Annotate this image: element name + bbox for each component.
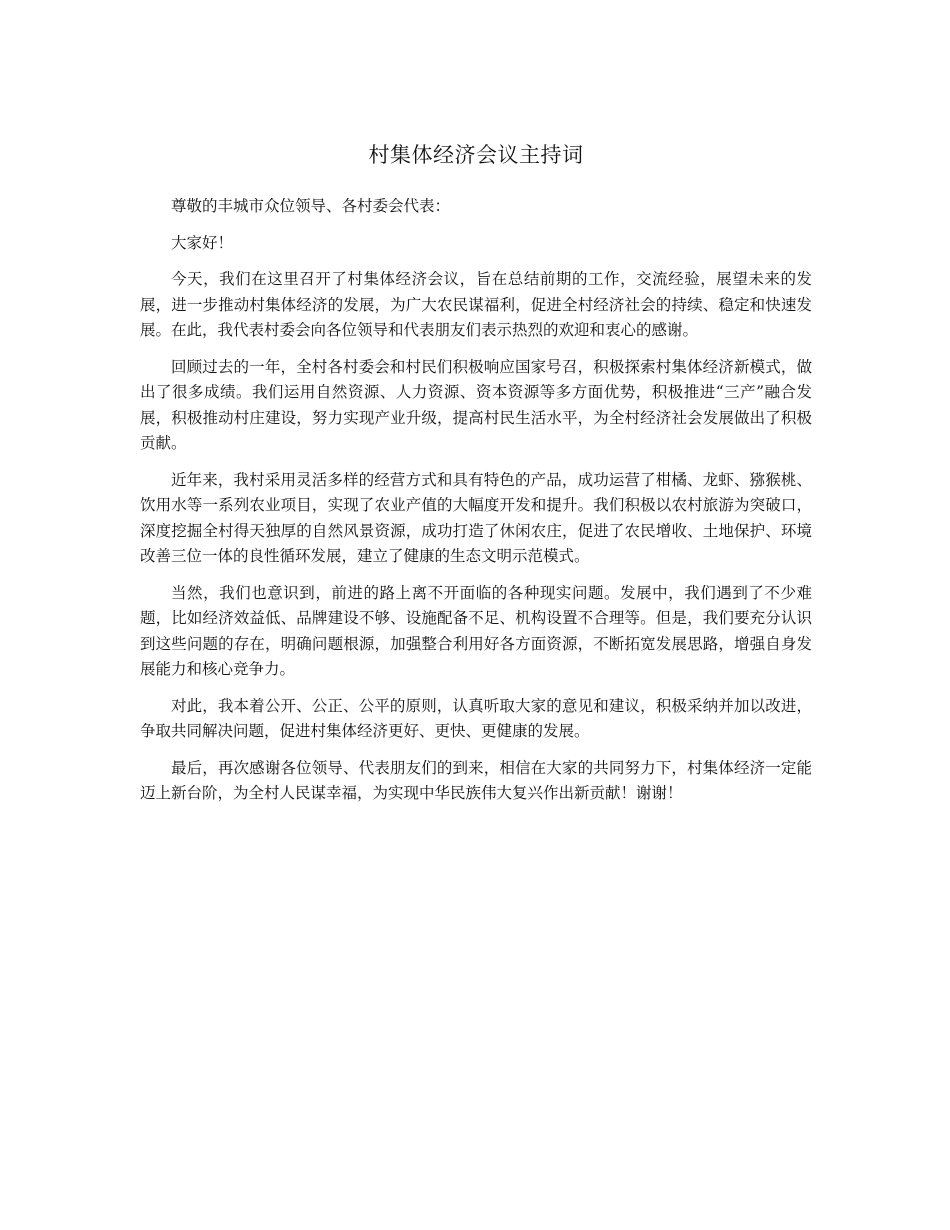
document-title: 村集体经济会议主持词 [368,143,584,167]
review-paragraph: 回顾过去的一年，全村各村委会和村民们积极响应国家号召，积极探索村集体经济新模式，做出了很多成绩。我们运用自然资源、人力资源、资本资源等多方面优势，积极推进“三产”融合发展，积极推动村庄建设，努力实现产业升级，提高村民生活水平，为全村经济社会发展做出了积极贡献。 [140,357,812,452]
document-page [140,140,812,818]
problems-paragraph: 当然，我们也意识到，前进的路上离不开面临的各种现实问题。发展中，我们遇到了不少难题，比如经济效益低、品牌建设不够、设施配备不足、机构设置不合理等。但是，我们要充分认识到这些问题的存在，明确问题根源，加强整合利用好各方面资源，不断拓宽发展思路，增强自身发展能力和核心竞争力。 [140,583,812,678]
principles-paragraph: 对此，我本着公开、公正、公平的原则，认真听取大家的意见和建议，积极采纳并加以改进，争取共同解决问题，促进村集体经济更好、更快、更健康的发展。 [140,696,812,740]
achievements-paragraph: 近年来，我村采用灵活多样的经营方式和具有特色的产品，成功运营了柑橘、龙虾、猕猴桃、饮用水等一系列农业项目，实现了农业产值的大幅度开发和提升。我们积极以农村旅游为突破口，深度挖掘全村得天独厚的自然风景资源，成功打造了休闲农庄，促进了农民增收、土地保护、环境改善三位一体的良性循环发展，建立了健康的生态文明示范模式。 [140,470,812,565]
greeting-paragraph: 大家好！ [171,233,234,252]
opening-paragraph: 今天，我们在这里召开了村集体经济会议，旨在总结前期的工作，交流经验，展望未来的发展，进一步推动村集体经济的发展，为广大农民谋福利，促进全村经济社会的持续、稳定和快速发展。在此，我代表村委会向各位领导和代表朋友们表示热烈的欢迎和衷心的感谢。 [140,270,812,339]
closing-paragraph: 最后，再次感谢各位领导、代表朋友们的到来，相信在大家的共同努力下，村集体经济一定能迈上新台阶，为全村人民谋幸福，为实现中华民族伟大复兴作出新贡献！谢谢！ [140,758,812,802]
salutation-paragraph: 尊敬的丰城市众位领导、各村委会代表： [171,197,451,215]
